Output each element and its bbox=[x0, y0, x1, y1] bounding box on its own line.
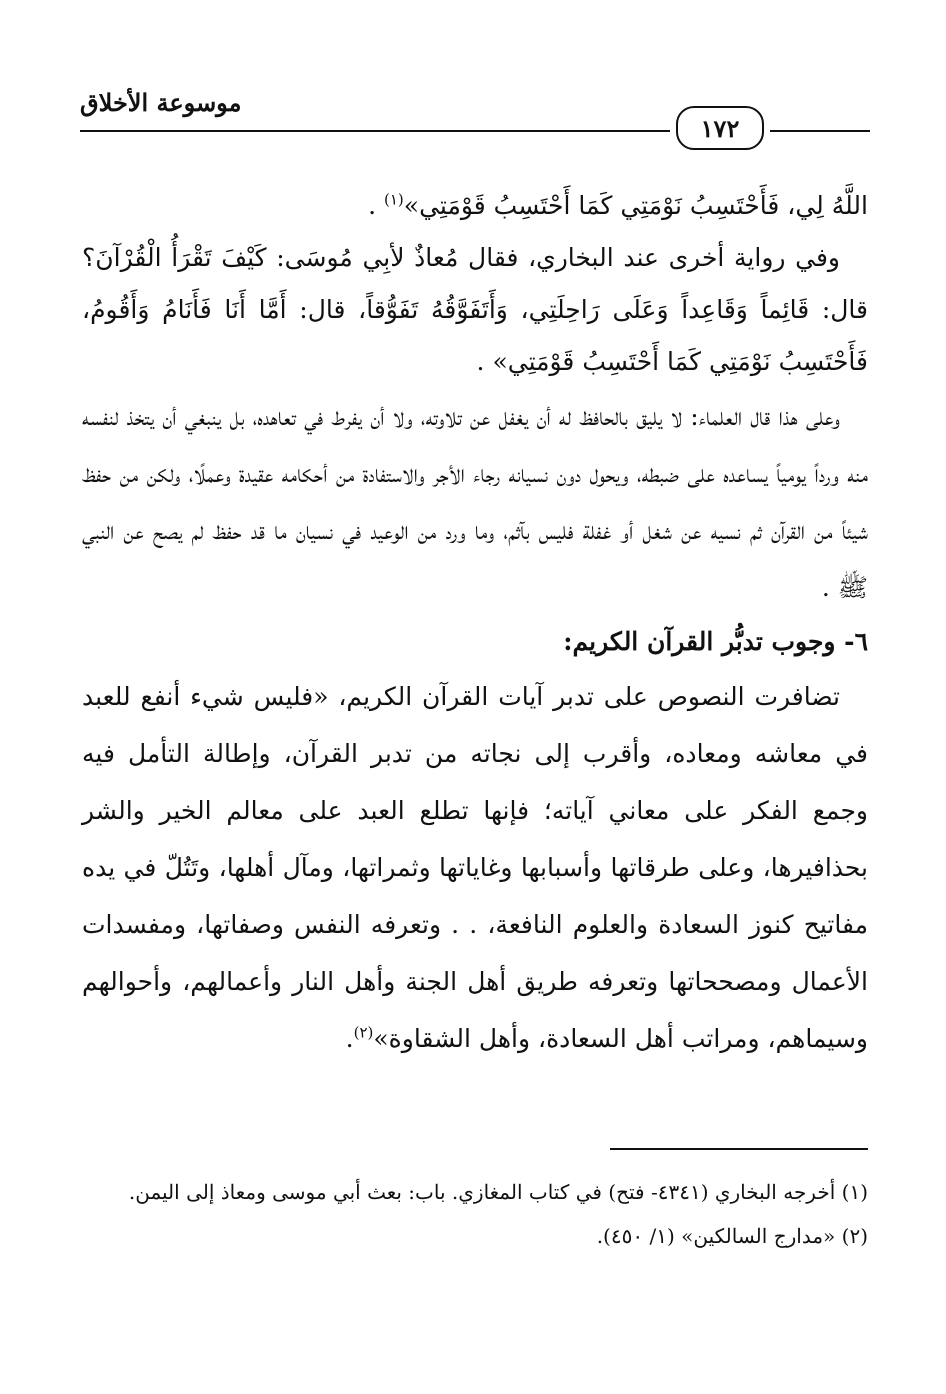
paragraph-4-end: . bbox=[345, 1024, 354, 1053]
footnote-marker-1: (١) bbox=[384, 190, 404, 209]
footnotes bbox=[82, 1170, 868, 1258]
paragraph-4 bbox=[82, 668, 868, 1067]
paragraph-1-text: اللَّهُ لِي، فَأَحْتَسِبُ نَوْمَتِي كَمَا أَحْتَسِبُ قَوْمَتِي» bbox=[403, 191, 868, 220]
header-rule-left bbox=[80, 130, 670, 132]
header-rule-right bbox=[770, 130, 870, 132]
main-text bbox=[82, 180, 868, 1067]
paragraph-1-end: . bbox=[368, 191, 384, 220]
footnote-1: (١) أخرجه البخاري (٤٣٤١- فتح) في كتاب المغازي. باب: بعث أبي موسى ومعاذ إلى اليمن. bbox=[128, 1180, 868, 1204]
footnote-separator bbox=[610, 1148, 868, 1150]
footnote-2: (٢) «مدارج السالكين» (١/ ٤٥٠). bbox=[596, 1224, 868, 1248]
paragraph-2: وفي رواية أخرى عند البخاري، فقال مُعاذٌ لأبِي مُوسَى: كَيْفَ تَقْرَأُ الْقُرْآنَ؟ قال: قَائِماً وَقَاعِداً وَعَلَى رَاحِلَتِي، وَأَتَفَوَّقُهُ تَفَوُّقاً، قال: أَمَّا أَنَا فَأَنَامُ وَأَقُومُ، فَأَحْتَسِبُ نَوْمَتِي كَمَا أَحْتَسِبُ قَوْمَتِي» . bbox=[82, 243, 868, 376]
paragraph-3: وعلى هذا قال العلماء: لا يليق بالحافظ له أن يغفل عن تلاوته، ولا أن يفرط في تعاهده، بل ينبغي أن يتخذ لنفسه منه ورداً يومياً يساعده على ضبطه، ويحول دون نسيانه رجاء الأجر والاستفادة من أحكامه عقيدة وعملًا، ولكن من حفظ شيئاً من القرآن ثم نسيه عن شغل أو غفلة فليس بآثم، وما ورد من الوعيد في نسيان ما قد حفظ لم يصح عن النبي ﷺ . bbox=[82, 402, 868, 602]
footnote-marker-2: (٢) bbox=[353, 1023, 374, 1042]
book-title: موسوعة الأخلاق bbox=[80, 88, 242, 117]
paragraph-4-text: تضافرت النصوص على تدبر آيات القرآن الكريم، «فليس شيء أنفع للعبد في معاشه ومعاده، وأقرب إلى نجاته من تدبر القرآن، وإطالة التأمل فيه وجمع الفكر على معاني آياته؛ فإنها تطلع العبد على معالم الخير والشر بحذافيرها، وعلى طرقاتها وأسبابها وغاياتها وثمراتها، ومآل أهلها، وتَتُلّ في يده مفاتيح كنوز السعادة والعلوم النافعة، . . وتعرفه النفس وصفاتها، ومفسدات الأعمال ومصححاتها وتعرفه طريق أهل الجنة وأهل النار وأعمالهم، وأحوالهم وسيماهم، ومراتب أهل السعادة، وأهل الشقاوة» bbox=[82, 682, 868, 1053]
section-heading: ٦- وجوب تدبُّر القرآن الكريم: bbox=[563, 627, 868, 656]
running-header bbox=[80, 88, 870, 148]
page-number: ١٧٢ bbox=[676, 106, 764, 150]
paragraph-1 bbox=[82, 180, 868, 232]
